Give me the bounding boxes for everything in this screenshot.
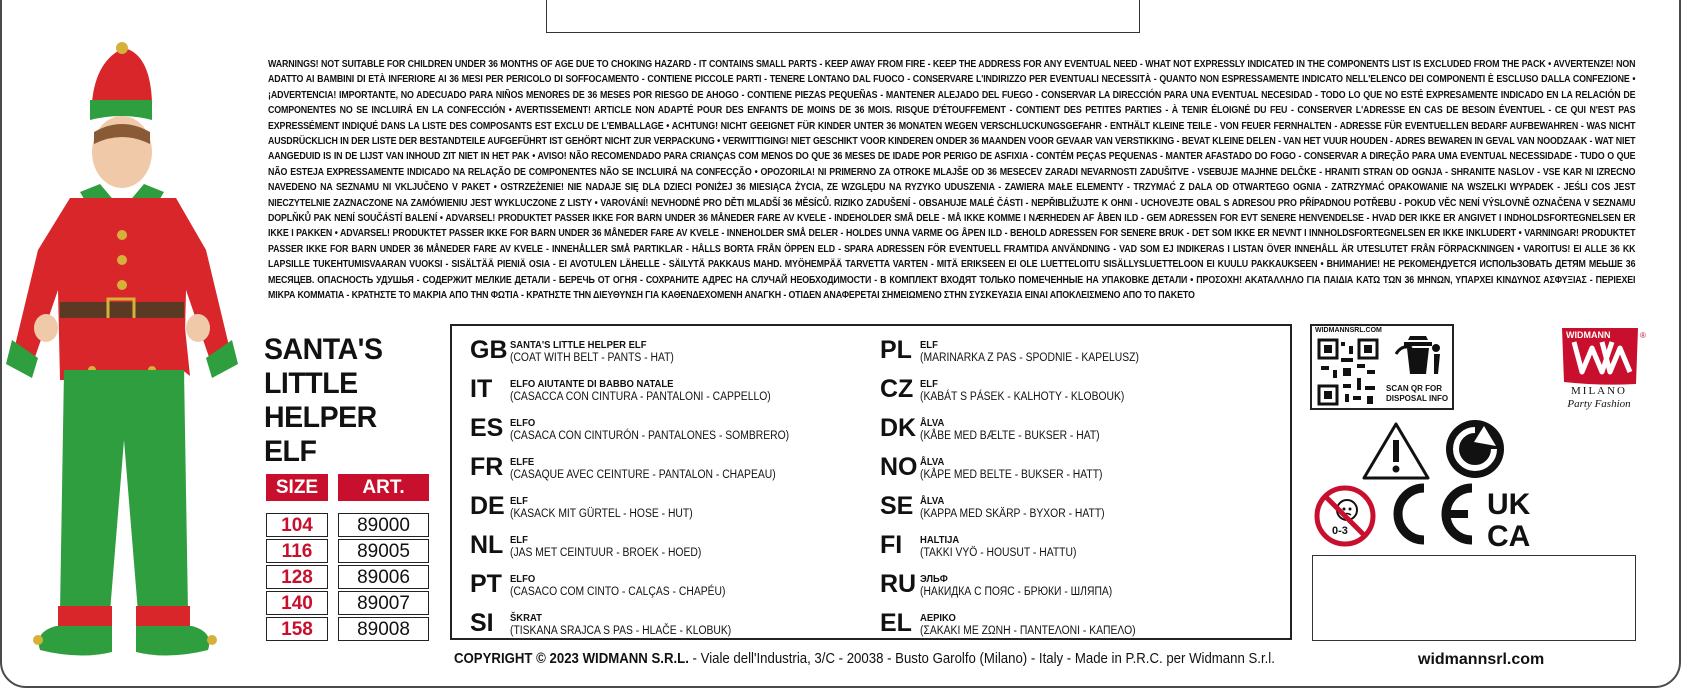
language-code: DK [880, 414, 917, 442]
brand-city: MILANO [1571, 385, 1627, 397]
elf-costume-photo [0, 40, 262, 670]
scan-qr-text [1386, 384, 1448, 404]
scan-text-line: SCAN QR FOR [1386, 384, 1442, 393]
warnings-text: WARNINGS! NOT SUITABLE FOR CHILDREN UNDER 36 MONTHS OF AGE DUE TO CHOKING HAZARD - IT CONTAINS SMALL PARTS - KEEP AWAY FROM FIRE - KEEP THE ADDRESS FOR ANY EVENTUAL NEED - WHAT NOT EXPRESSLY INDICATED IN THE COMPONENTS LIST IS EXCLUDED FROM THE PACK • AVVERTENZE! NON ADATTO AI BAMBINI DI ETÀ INFERIORE AI 36 MESI PER PERICOLO DI SOFFOCAMENTO - CONTIENE PICCOLE PARTI - TENERE LONTANO DAL FUOCO - CONSERVARE L'INDIRIZZO PER EVENTUALI NECESSITÀ - QUANTO NON ESPRESSAMENTE INDICATO NELL'ELENCO DEI COMPONENTI È ESCLUSO DALLA CONFEZIONE • ¡ADVERTENCIA! IMPORTANTE, NO ADECUADO PARA NIÑOS MENORES DE 36 MESES POR RIESGO DE AHOGO - CONTIENE PIEZAS PEQUEÑAS - MANTENER ALEJADO DEL FUEGO - CONSERVAR LA DIRECCIÓN PARA UNA EVENTUAL NECESIDAD - TODO LO QUE NO ESTÉ EXPRESAMENTE INDICADO EN LA RELACIÓN DE COMPONENTES NO SE INCLUIRÁ EN LA CONFECCIÓN • AVERTISSEMENT! ARTICLE NON ADAPTÉ POUR DES ENFANTS DE MOINS DE 36 MOIS. RISQUE D'ÉTOUFFEMENT - CONTIENT DES PETITES PARTIES - À TENIR ÉLOIGNÉ DU FEU - CONSERVER L'ADRESSE EN CAS DE BESOIN ÉVENTUEL - CE QUI N'EST PAS EXPRESSÉMENT INDIQUÉ DANS LA LISTE DES COMPOSANTS EST EXCLU DE L'EMBALLAGE • ACHTUNG! NICHT GEEIGNET FÜR KINDER UNTER 36 MONATEN WEGEN VERSCHLUCKUNGSGEFAHR - ENTHÄLT KLEINE TEILE - VON FEUER FERNHALTEN - ADRESSE FÜR EVENTUELLEN BEDARF AUFBEWAHREN - WAS NICHT AUSDRÜCKLICH IN DER LISTE DER BESTANDTEILE AUFGEFÜHRT IST GEHÖRT NICHT ZUR VERPACKUNG • VERWITTIGING! NIET GESCHIKT VOOR KINDEREN ONDER 36 MAANDEN VOOR GEVAAR VAN VERSTIKKING - BEVAT KLEINE DELEN - VAN HET VUUR HOUDEN - ADRES BEWAREN IN GEVAL VAN NOODZAAK - WAT NIET AANGEDUID IS IN DE LIJST VAN INHOUD ZIT NIET IN HET PAK • AVISO! NÃO RECOMENDADO PARA CRIANÇAS COM MENOS DO QUE 36 MESES DE IDADE POR PERIGO DE ASFIXIA - CONTÉM PEÇAS PEQUENAS - MANTER AFASTADO DO FOGO - CONSERVAR A DIREÇÃO PARA UMA EVENTUAL NECESSIDADE - TUDO O QUE NÃO ESTEJA EXPRESSAMENTE INDICADO NA RELAÇÃO DE COMPONENTES NÃO SE INCLUIRÁ NA CONFECÇÃO • OPOZORILA! NI PRIMERNO ZA OTROKE MLAJŠE OD 36 MESECEV ZARADI NEVARNOSTI ZADUŠITVE - VSEBUJE MAJHNE DELČKE - HRANITI STRAN OD OGNJA - SHRANITE NASLOV - VSE KAR NI IZRECNO NAVEDENO NA SEZNAMU NI VKLJUČENO V PAKET • OSTRZEŻENIE! NIE NADAJE SIĘ DLA DZIECI PONIŻEJ 36 MIESIĄCA ŻYCIA, ZE WZGLĘDU NA RYZYKO UDUSZENIA - ZAWIERA MAŁE ELEMENTY - TRZYMAĆ Z DALA OD OTWARTEGO OGNIA - ZATRZYMAĆ OPAKOWANIE NA WSZELKI WYPADEK - JEŚLI COS JEST NIECZYTELNIE ZAZNACZONE NA ZAMÓWIENIU JEST WYKLUCZONE Z LISTY • VAROVÁNÍ! NEVHODNÉ PRO DĚTI MLADŠÍ 36 MĚSÍCŮ. RIZIKO ZADUŠENÍ - OBSAHUJE MALÉ ČÁSTI - NEPŘIBLIŽUJTE K OHNI - UCHOVEJTE OBAL S ADRESOU PRO PŘÍPADNOU POTŘEBU - POKUD VĚC NENÍ VÝSLOVNĚ OZNAČENA V SEZNAMU DOPLŇKŮ PAK NENÍ SOUČÁSTÍ BALENÍ • ADVARSEL! PRODUKTET PASSER IKKE FOR BARN UNDER 36 MÅNEDER FARE AV KVELE - INDEHOLDER SMÅ DELE - MÅ IKKE KOMME I NÆRHEDEN AF ÅBEN ILD - GEM ADRESSEN FOR EVT SENERE HENVENDELSE - HVAD DER IKKE ER ANGIVET I INDHOLDSFORTEGNELSEN ER IKKE I PAKKEN • ADVARSEL! PRODUKTET PASSER IKKE FOR BARN UNDER 36 MÅNEDER FARE AV KVELE - INNEHOLDER SMÅ DELER - HOLDES UNNA VARME OG ÅPEN ILD - BEHOLD ADRESSEN FOR SENERE BRUK - DET SOM IKKE ER NEVNT I INNHOLDSFORTEGNELSEN ER IKKE INKLUDERT • VARNINGAR! PRODUKTET PASSER IKKE FOR BARN UNDER 36 MÅNEDER FARE AV KVELE - INNEHÅLLER SMÅ PARTIKLAR - HÅLLS BORTA FRÅN ÖPPEN ELD - SPARA ADRESSEN FÖR EVENTUELL FRAMTIDA ANVÄNDNING - VAD SOM EJ INDIKERAS I LISTAN ÖVER INNEHÅLL ÄR UTESLUTET FRÅN FÖRPACKNINGEN • VAROITUS! EI ALLE 36 KK LAPSILLE TUKEHTUMISVAARAN VUOKSI - SISÄLTÄÄ PIENIÄ OSIA - EI AVOTULEN LÄHELLE - SÄILYTÄ PAKKAUS MAHD. MYÖHEMPÄÄ TARVETTA VARTEN - MITÄ ERIKSEEN EI OLE LUETTELOITU SISÄLLYSLUETTELOON EI KUULU PAKKAUKSEEN • ВНИМАНИЕ! НЕ РЕКОМЕНДУЕТСЯ ИСПОЛЬЗОВАТЬ ДЕТЯМ МЕЬШЕ 36 МЕСЯЦЕВ. ОПАСНОСТЬ УДУШЬЯ - СОДЕРЖИТ МЕЛКИЕ ДЕТАЛИ - БЕРЕЧЬ ОТ ОГНЯ - СОХРАНИТЕ АДРЕС НА СЛУЧАЙ НЕОБХОДИМОСТИ - В КОМПЛЕКТ ВХОДЯТ ТОЛЬКО ПОМЕЧЕННЫЕ НА УПАКОВКЕ ДЕТАЛИ • ΠΡΟΣΟΧΗ! ΑΚΑΤΑΛΛΗΛΟ ΓΙΑ ΠΑΙΔΙΑ ΚΑΤΩ ΤΩΝ 36 ΜΗΝΩΝ, ΥΠΑΡΧΕΙ ΚΙΝΔΥΝΟΣ ΑΣΦΥΞΙΑΣ - ΠΕΡΙΕΧΕΙ ΜΙΚΡΑ ΚΟΜΜΑΤΙΑ - ΚΡΑΤΗΣΤΕ ΤΟ ΜΑΚΡΙΑ ΑΠΟ ΤΗΝ ΦΩΤΙΑ - ΚΡΑΤΗΣΤΕ ΤΗΝ ΔΙΕΥΘΥΝΣΗ ΓΙΑ ΚΑΘΕΝΔΕΧΟΜΕΝΗ ΑΝΑΓΚΗ - ΟΤΙΔΕΝ ΑΝΑΦΕΡΕΤΑΙ ΣΗΜΕΙΩΜΕΝΟ ΣΤΗΝ ΣΥΣΚΕΥΑΣΙΑ ΕΙΝΑΙ ΑΠΟΚΛΕΙΣΜΕΝΟ ΑΠΟ ΤΟ ΠΑΚΕΤΟ [268, 59, 1636, 302]
size-header: SIZE [266, 474, 328, 501]
language-name: ELF [920, 378, 938, 390]
language-entry [470, 414, 820, 443]
art-value: 89007 [338, 591, 429, 615]
language-entry [470, 453, 805, 482]
recycling-icon [1444, 418, 1506, 480]
language-name: ELF [510, 534, 528, 546]
copyright-line [454, 650, 1275, 667]
size-value: 128 [266, 565, 328, 589]
size-value: 104 [266, 513, 328, 537]
language-name: ELFO [510, 417, 536, 429]
brand-tagline: Party Fashion [1567, 398, 1631, 410]
size-row [266, 591, 429, 617]
language-code: FI [880, 531, 903, 559]
language-code: DE [470, 492, 505, 520]
language-desc: (MARINARKA Z PAS - SPODNIE - KAPELUSZ) [920, 352, 1139, 364]
language-name: ΑΕΡΙΚΟ [920, 612, 956, 624]
language-entry [880, 531, 1094, 560]
ce-mark-icon [1388, 482, 1476, 546]
language-name: ELF [920, 339, 938, 351]
language-desc: (KAPPA MED SKÄRP - BYXOR - HATT) [920, 508, 1105, 520]
product-title-line: LITTLE [264, 367, 358, 400]
language-desc: (KÅPE MED BELTE - BUKSER - HATT) [920, 469, 1103, 481]
language-code: SI [470, 609, 494, 637]
language-entry [470, 375, 800, 404]
language-desc: (НАКИДКА С ПОЯС - БРЮКИ - ШЛЯПА) [920, 586, 1113, 598]
language-code: IT [470, 375, 493, 403]
size-value: 116 [266, 539, 328, 563]
language-name: ÅLVA [920, 456, 945, 468]
ukca-mark-icon [1487, 486, 1553, 548]
size-row [266, 565, 429, 591]
language-desc: (ΣΑΚΑΚΙ ΜΕ ΖΩΝΗ - ΠΑΝΤΕΛΟΝΙ - ΚΑΠΕΛΟ) [920, 625, 1136, 637]
ukca-line: CA [1487, 520, 1531, 548]
language-code: PL [880, 336, 912, 364]
product-title-line: SANTA'S [264, 333, 383, 366]
top-window-box [546, 0, 1140, 33]
art-value: 89008 [338, 617, 429, 641]
language-desc: (CASAQUE AVEC CEINTURE - PANTALON - CHAPEAU) [510, 469, 776, 481]
size-value: 140 [266, 591, 328, 615]
language-desc: (KASACK MIT GÜRTEL - HOSE - HUT) [510, 508, 693, 520]
language-entry [880, 453, 1123, 482]
blank-label-box [1312, 555, 1636, 641]
language-code: FR [470, 453, 504, 481]
language-desc: (TAKKI VYÖ - HOUSUT - HATTU) [920, 547, 1077, 559]
language-entry [470, 336, 692, 365]
qr-disposal-box [1310, 324, 1454, 410]
language-entry [880, 492, 1125, 521]
language-entry [880, 336, 1163, 365]
svg-text:®: ® [1640, 331, 1646, 340]
language-code: NL [470, 531, 504, 559]
language-name: ELFE [510, 456, 535, 468]
language-desc: (KÅBE MED BÆLTE - BUKSER - HAT) [920, 430, 1100, 442]
language-desc: (TISKANA SRAJCA S PAS - HLAČE - KLOBUK) [510, 625, 732, 637]
language-code: CZ [880, 375, 914, 403]
language-desc: (CASACCA CON CINTURA - PANTALONI - CAPPELLO) [510, 391, 771, 403]
language-name: ELFO AIUTANTE DI BABBO NATALE [510, 378, 674, 390]
size-row [266, 513, 429, 539]
art-value: 89000 [338, 513, 429, 537]
language-code: SE [880, 492, 914, 520]
language-code: PT [470, 570, 502, 598]
art-value: 89005 [338, 539, 429, 563]
language-name: SANTA'S LITTLE HELPER ELF [510, 339, 647, 351]
size-row [266, 617, 429, 643]
language-entry [880, 570, 1134, 599]
language-name: ELFO [510, 573, 536, 585]
language-entry [880, 414, 1120, 443]
size-table [266, 474, 429, 643]
product-title-line: HELPER [264, 401, 377, 434]
qr-url: WIDMANNSRL.COM [1315, 327, 1382, 334]
language-name: HALTIJA [920, 534, 960, 546]
size-row [266, 539, 429, 565]
art-value: 89006 [338, 565, 429, 589]
company-address: - Viale dell'Industria, 3/C - 20038 - Busto Garolfo (Milano) - Italy - Made in P.R.C. per Widmann S.r.l. [688, 650, 1275, 667]
language-code: EL [880, 609, 912, 637]
language-desc: (CASACA CON CINTURÓN - PANTALONES - SOMBRERO) [510, 430, 790, 442]
language-code: NO [880, 453, 918, 481]
ukca-line: UK [1487, 488, 1531, 521]
product-title-line: ELF [264, 435, 317, 468]
not-for-under-3-icon [1313, 484, 1377, 548]
language-code: ES [470, 414, 504, 442]
language-desc: (CASACO COM CINTO - CALÇAS - CHAPÉU) [510, 586, 726, 598]
language-descriptions [450, 324, 1292, 640]
language-entry [880, 375, 1147, 404]
qr-code-icon [1317, 338, 1379, 406]
age-label: 0-3 [1332, 525, 1348, 537]
language-name: ЭЛЬФ [920, 573, 948, 585]
recycle-bin-icon [1388, 334, 1448, 380]
language-name: ŠKRAT [510, 612, 542, 624]
scan-text-line: DISPOSAL INFO [1386, 394, 1449, 403]
language-desc: (COAT WITH BELT - PANTS - HAT) [510, 352, 674, 364]
language-entry [470, 492, 713, 521]
language-name: ELF [510, 495, 528, 507]
logo-text: WIDMANN [1566, 330, 1611, 340]
language-entry [470, 570, 749, 599]
copyright: COPYRIGHT © 2023 WIDMANN S.R.L. [454, 650, 689, 667]
size-value: 158 [266, 617, 328, 641]
language-entry [470, 531, 723, 560]
product-title [264, 333, 389, 469]
language-code: RU [880, 570, 917, 598]
warning-triangle-icon [1360, 420, 1432, 482]
language-desc: (KABÁT S PÁSEK - KALHOTY - KLOBOUK) [920, 391, 1125, 403]
language-code: GB [470, 336, 508, 364]
language-desc: (JAS MET CEINTUUR - BROEK - HOED) [510, 547, 702, 559]
language-entry [470, 609, 756, 638]
language-name: ÅLVA [920, 495, 945, 507]
language-entry [880, 609, 1160, 638]
language-name: ÅLVA [920, 417, 945, 429]
art-header: ART. [338, 474, 429, 501]
website: widmannsrl.com [1418, 651, 1545, 668]
